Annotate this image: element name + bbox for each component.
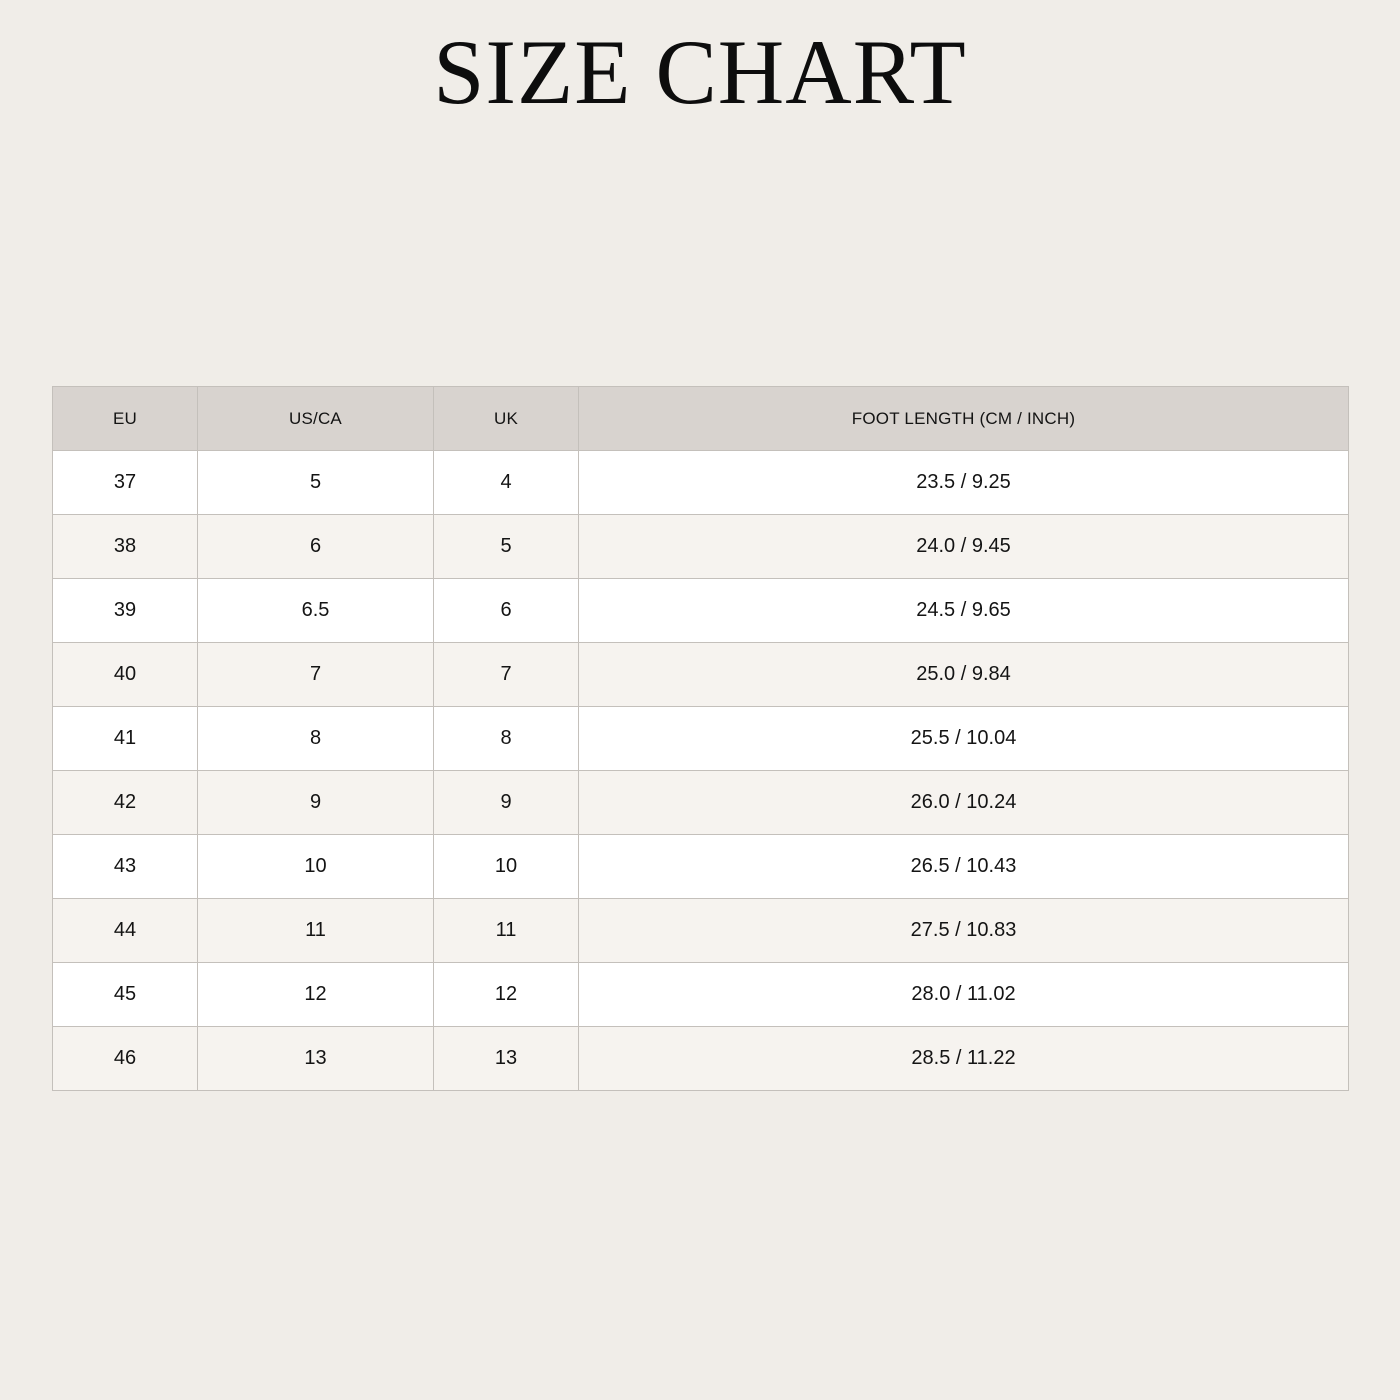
table-row	[53, 707, 1349, 771]
cell-uk: 10	[434, 835, 579, 899]
cell-foot-length: 27.5 / 10.83	[579, 899, 1349, 963]
cell-us-ca: 7	[198, 643, 434, 707]
cell-foot-length: 26.5 / 10.43	[579, 835, 1349, 899]
cell-foot-length: 24.0 / 9.45	[579, 515, 1349, 579]
cell-eu: 42	[53, 771, 198, 835]
table-row	[53, 771, 1349, 835]
cell-eu: 40	[53, 643, 198, 707]
size-table-container	[52, 386, 1348, 1091]
cell-uk: 12	[434, 963, 579, 1027]
cell-eu: 39	[53, 579, 198, 643]
cell-foot-length: 26.0 / 10.24	[579, 771, 1349, 835]
column-header-foot-length: FOOT LENGTH (CM / INCH)	[579, 387, 1349, 451]
column-header-eu: EU	[53, 387, 198, 451]
cell-eu: 46	[53, 1027, 198, 1091]
cell-us-ca: 10	[198, 835, 434, 899]
cell-us-ca: 9	[198, 771, 434, 835]
column-header-uk: UK	[434, 387, 579, 451]
cell-uk: 8	[434, 707, 579, 771]
cell-us-ca: 6	[198, 515, 434, 579]
cell-foot-length: 28.5 / 11.22	[579, 1027, 1349, 1091]
cell-us-ca: 6.5	[198, 579, 434, 643]
header-row	[53, 387, 1349, 451]
cell-foot-length: 24.5 / 9.65	[579, 579, 1349, 643]
cell-eu: 45	[53, 963, 198, 1027]
cell-uk: 5	[434, 515, 579, 579]
cell-foot-length: 28.0 / 11.02	[579, 963, 1349, 1027]
table-row	[53, 1027, 1349, 1091]
table-row	[53, 451, 1349, 515]
cell-eu: 41	[53, 707, 198, 771]
table-row	[53, 963, 1349, 1027]
table-header	[53, 387, 1349, 451]
cell-eu: 43	[53, 835, 198, 899]
cell-eu: 44	[53, 899, 198, 963]
table-row	[53, 643, 1349, 707]
cell-eu: 38	[53, 515, 198, 579]
cell-foot-length: 23.5 / 9.25	[579, 451, 1349, 515]
cell-uk: 11	[434, 899, 579, 963]
cell-us-ca: 12	[198, 963, 434, 1027]
table-row	[53, 835, 1349, 899]
table-row	[53, 515, 1349, 579]
table-row	[53, 899, 1349, 963]
cell-us-ca: 13	[198, 1027, 434, 1091]
cell-uk: 6	[434, 579, 579, 643]
table-body	[53, 451, 1349, 1091]
cell-uk: 4	[434, 451, 579, 515]
table-row	[53, 579, 1349, 643]
cell-us-ca: 8	[198, 707, 434, 771]
cell-foot-length: 25.0 / 9.84	[579, 643, 1349, 707]
cell-uk: 7	[434, 643, 579, 707]
cell-us-ca: 5	[198, 451, 434, 515]
cell-us-ca: 11	[198, 899, 434, 963]
column-header-us-ca: US/CA	[198, 387, 434, 451]
cell-eu: 37	[53, 451, 198, 515]
cell-uk: 9	[434, 771, 579, 835]
page-title: SIZE CHART	[433, 21, 967, 123]
cell-uk: 13	[434, 1027, 579, 1091]
cell-foot-length: 25.5 / 10.04	[579, 707, 1349, 771]
size-table	[52, 386, 1349, 1091]
